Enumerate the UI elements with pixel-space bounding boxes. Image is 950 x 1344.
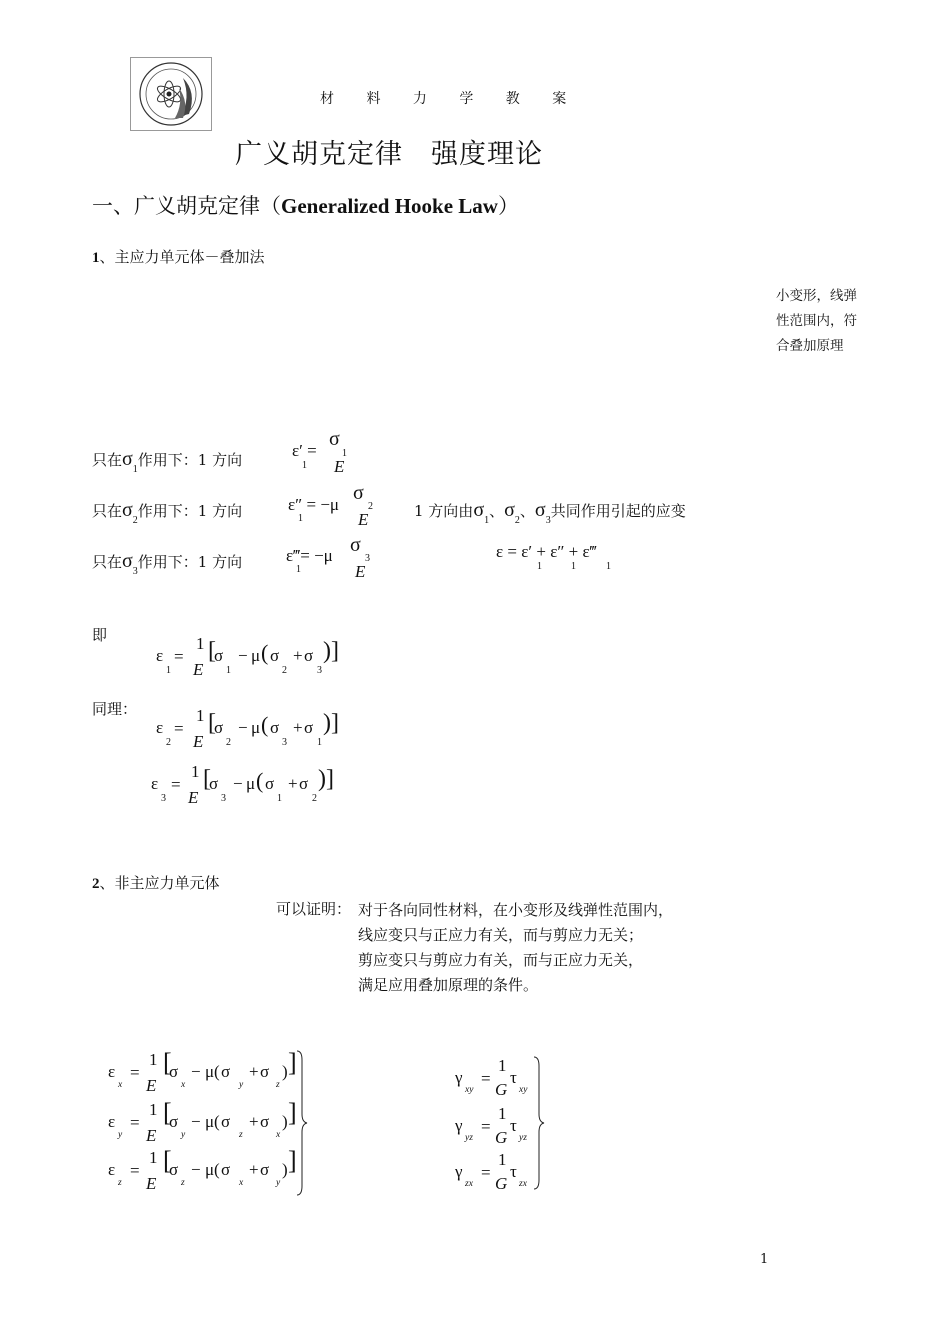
sigma-index: 2 bbox=[226, 737, 231, 748]
epsilon-index: 1 bbox=[166, 665, 171, 676]
epsilon-index: 2 bbox=[166, 737, 171, 748]
prime-mark: ″ bbox=[295, 495, 303, 514]
gamma-symbol: γ bbox=[455, 1068, 463, 1087]
course-header: 材 料 力 学 教 案 bbox=[320, 91, 581, 107]
section-heading-hooke bbox=[92, 190, 519, 220]
left-paren: ( bbox=[214, 1112, 220, 1131]
sigma-symbol: σ bbox=[473, 499, 485, 521]
gamma-symbol: γ bbox=[455, 1116, 463, 1135]
denominator-E: E bbox=[355, 562, 366, 581]
epsilon-index: 1 bbox=[537, 561, 542, 572]
label-ji: 即 bbox=[92, 626, 108, 644]
plus-sign: + bbox=[568, 542, 579, 561]
tau-index: zx bbox=[519, 1179, 527, 1189]
close-bracket: )] bbox=[323, 710, 339, 736]
epsilon-symbol: ε bbox=[521, 542, 529, 561]
denominator-E: E bbox=[334, 457, 345, 476]
side-note bbox=[776, 284, 866, 359]
close-bracket: )] bbox=[318, 766, 334, 792]
left-bracket: [ bbox=[163, 1146, 172, 1175]
equals-sign: = bbox=[130, 1063, 140, 1082]
sigma-index: y bbox=[239, 1080, 244, 1090]
denominator-E: E bbox=[358, 510, 369, 529]
mu-symbol: μ bbox=[205, 1160, 215, 1179]
subsection-2-text: 、非主应力单元体 bbox=[99, 874, 220, 892]
sigma-index: 1 bbox=[132, 464, 138, 475]
numerator-sigma: σ bbox=[353, 482, 364, 504]
equals-sign: = bbox=[507, 542, 517, 561]
left-bracket: [ bbox=[163, 1098, 172, 1127]
school-logo bbox=[130, 57, 212, 131]
prime-mark: ″ bbox=[557, 542, 565, 561]
denominator-E: E bbox=[146, 1126, 157, 1145]
plus-sign: + bbox=[249, 1160, 259, 1179]
plus-sign: + bbox=[293, 718, 303, 737]
epsilon-symbol: ε bbox=[108, 1062, 116, 1081]
fraction-one: 1 bbox=[196, 706, 205, 725]
sigma-index: 2 bbox=[312, 793, 317, 804]
proof-line: 剪应变只与剪应力有关，而与正应力无关， bbox=[358, 951, 644, 969]
school-emblem-icon bbox=[131, 58, 211, 130]
sigma-index: 2 bbox=[514, 515, 520, 526]
proof-line: 满足应用叠加原理的条件。 bbox=[358, 976, 539, 994]
left-paren: ( bbox=[261, 640, 269, 665]
left-paren: ( bbox=[214, 1062, 220, 1081]
epsilon-index: 1 bbox=[606, 561, 611, 572]
only-post: 作用下：1 方向 bbox=[137, 451, 243, 469]
sigma-symbol: σ bbox=[260, 1062, 270, 1081]
neg-mu: −μ bbox=[320, 495, 340, 514]
epsilon-symbol: ε bbox=[156, 718, 164, 737]
equals-sign: = bbox=[130, 1113, 140, 1132]
minus-sign: − bbox=[238, 646, 248, 665]
prime-mark: ′ bbox=[299, 441, 303, 460]
combined-post: 共同作用引起的应变 bbox=[550, 502, 686, 520]
epsilon-symbol: ε bbox=[108, 1112, 116, 1131]
sigma-symbol: σ bbox=[209, 774, 219, 793]
sigma-symbol: σ bbox=[534, 499, 546, 521]
equals-sign: = bbox=[300, 546, 310, 565]
equals-sign: = bbox=[481, 1069, 491, 1088]
fraction-one: 1 bbox=[196, 634, 205, 653]
plus-sign: + bbox=[249, 1062, 259, 1081]
fraction-one: 1 bbox=[191, 762, 200, 781]
side-note-line: 合叠加原理 bbox=[776, 338, 844, 354]
left-paren: ( bbox=[261, 712, 269, 737]
sigma-index: 2 bbox=[282, 665, 287, 676]
right-bracket: ] bbox=[288, 1146, 297, 1175]
right-paren: ) bbox=[282, 1062, 288, 1081]
right-paren: ) bbox=[282, 1160, 288, 1179]
epsilon-symbol: ε bbox=[550, 542, 558, 561]
only-sigma2-label bbox=[92, 499, 243, 526]
left-bracket: [ bbox=[208, 638, 216, 664]
epsilon-index: 1 bbox=[571, 561, 576, 572]
only-pre: 只在 bbox=[92, 502, 123, 520]
sigma-symbol: σ bbox=[504, 499, 515, 521]
left-paren: ( bbox=[256, 768, 264, 793]
left-bracket: [ bbox=[208, 710, 216, 736]
denominator-E: E bbox=[193, 660, 204, 679]
sigma-index: z bbox=[239, 1130, 243, 1140]
prime-mark: ‴ bbox=[293, 546, 301, 565]
equals-sign: = bbox=[171, 775, 181, 794]
sigma-symbol: σ bbox=[299, 774, 309, 793]
tau-index: yz bbox=[519, 1133, 527, 1143]
gamma-symbol: γ bbox=[455, 1162, 463, 1181]
label-tongli: 同理： bbox=[92, 700, 138, 718]
sigma-index: 3 bbox=[221, 793, 226, 804]
tau-index: xy bbox=[519, 1085, 528, 1095]
sigma-index: z bbox=[181, 1178, 185, 1188]
minus-sign: − bbox=[191, 1112, 201, 1131]
epsilon-index: 1 bbox=[302, 460, 307, 471]
sigma-symbol: σ bbox=[214, 718, 224, 737]
separator: 、 bbox=[489, 502, 505, 520]
epsilon-symbol: ε bbox=[151, 774, 159, 793]
sigma-symbol: σ bbox=[304, 718, 314, 737]
equals-sign: = bbox=[481, 1117, 491, 1136]
mu-symbol: μ bbox=[246, 774, 256, 793]
denominator-E: E bbox=[193, 732, 204, 751]
prime-mark: ‴ bbox=[589, 542, 597, 561]
sigma-index: y bbox=[181, 1130, 186, 1140]
epsilon-index: 1 bbox=[298, 513, 303, 524]
numerator-index: 3 bbox=[365, 553, 370, 564]
epsilon-index: z bbox=[118, 1178, 122, 1188]
epsilon-symbol: ε bbox=[288, 495, 296, 514]
denominator-E: E bbox=[188, 788, 199, 807]
plus-sign: + bbox=[293, 646, 303, 665]
mu-symbol: μ bbox=[251, 646, 261, 665]
epsilon-index: 3 bbox=[161, 793, 166, 804]
sigma-symbol: σ bbox=[122, 448, 133, 470]
epsilon-tprime-lhs bbox=[286, 546, 333, 566]
equals-sign: = bbox=[306, 495, 317, 514]
epsilon-symbol: ε bbox=[292, 441, 300, 460]
denominator-G: G bbox=[495, 1174, 508, 1193]
separator: 、 bbox=[519, 502, 535, 520]
only-sigma1-label bbox=[92, 448, 243, 475]
subsection-2-num: 2 bbox=[92, 876, 100, 892]
sigma-index: x bbox=[239, 1178, 244, 1188]
epsilon-symbol: ε bbox=[496, 542, 504, 561]
sigma-symbol: σ bbox=[169, 1062, 179, 1081]
denominator-G: G bbox=[495, 1080, 508, 1099]
gamma-index: xy bbox=[465, 1085, 474, 1095]
sigma-symbol: σ bbox=[214, 646, 224, 665]
page-title: 广义胡克定律 强度理论 bbox=[235, 139, 543, 170]
right-brace-icon bbox=[533, 1056, 545, 1190]
only-pre: 只在 bbox=[92, 553, 123, 571]
fraction-one: 1 bbox=[498, 1056, 507, 1075]
subsection-1-text: 、主应力单元体－叠加法 bbox=[99, 248, 265, 266]
equals-sign: = bbox=[130, 1161, 140, 1180]
sigma-symbol: σ bbox=[221, 1160, 231, 1179]
right-brace-icon bbox=[296, 1050, 308, 1196]
mu-symbol: μ bbox=[205, 1112, 215, 1131]
epsilon-symbol: ε bbox=[582, 542, 590, 561]
close-bracket: )] bbox=[323, 638, 339, 664]
page-number: 1 bbox=[760, 1252, 769, 1267]
mu-symbol: μ bbox=[251, 718, 261, 737]
normal-strain-equations bbox=[108, 1046, 308, 1196]
right-paren: ) bbox=[282, 1112, 288, 1131]
minus-sign: − bbox=[238, 718, 248, 737]
fraction-one: 1 bbox=[498, 1104, 507, 1123]
sigma-index: 3 bbox=[132, 566, 138, 577]
sigma-symbol: σ bbox=[169, 1112, 179, 1131]
sigma-symbol: σ bbox=[270, 646, 280, 665]
sigma-symbol: σ bbox=[260, 1112, 270, 1131]
side-note-line: 小变形，线弹 bbox=[776, 288, 857, 304]
epsilon-dprime-lhs bbox=[288, 495, 339, 515]
sigma-symbol: σ bbox=[265, 774, 275, 793]
sigma-index: z bbox=[276, 1080, 280, 1090]
side-note-line: 性范围内，符 bbox=[776, 313, 857, 329]
gamma-index: zx bbox=[465, 1179, 473, 1189]
fraction-one: 1 bbox=[149, 1148, 158, 1167]
sigma-index: x bbox=[181, 1080, 186, 1090]
neg-mu: −μ bbox=[314, 546, 333, 565]
minus-sign: − bbox=[191, 1062, 201, 1081]
plus-sign: + bbox=[288, 774, 298, 793]
fraction-one: 1 bbox=[498, 1150, 507, 1169]
mu-symbol: μ bbox=[205, 1062, 215, 1081]
epsilon-prime-lhs bbox=[292, 441, 317, 461]
combined-strain-label bbox=[414, 499, 686, 526]
numerator-sigma: σ bbox=[350, 534, 361, 556]
epsilon-index: y bbox=[118, 1130, 123, 1140]
section-suffix: ） bbox=[497, 194, 519, 218]
epsilon-symbol: ε bbox=[286, 546, 294, 565]
fraction-one: 1 bbox=[149, 1100, 158, 1119]
minus-sign: − bbox=[191, 1160, 201, 1179]
tau-symbol: τ bbox=[510, 1116, 517, 1135]
epsilon-index: x bbox=[118, 1080, 123, 1090]
left-bracket: [ bbox=[163, 1048, 172, 1077]
tau-symbol: τ bbox=[510, 1068, 517, 1087]
fraction-one: 1 bbox=[149, 1050, 158, 1069]
proof-lead: 可以证明： bbox=[276, 900, 352, 918]
left-bracket: [ bbox=[203, 766, 211, 792]
shear-strain-equations bbox=[455, 1054, 555, 1192]
sigma-index: 3 bbox=[545, 515, 551, 526]
equals-sign: = bbox=[307, 441, 317, 460]
denominator-E: E bbox=[146, 1076, 157, 1095]
only-pre: 只在 bbox=[92, 451, 123, 469]
sigma-symbol: σ bbox=[122, 550, 133, 572]
sigma-symbol: σ bbox=[260, 1160, 270, 1179]
sigma-symbol: σ bbox=[221, 1112, 231, 1131]
section-en: Generalized Hooke Law bbox=[281, 194, 498, 218]
sigma-symbol: σ bbox=[221, 1062, 231, 1081]
prime-mark: ′ bbox=[528, 542, 533, 561]
numerator-sigma: σ bbox=[329, 428, 340, 450]
minus-sign: − bbox=[233, 774, 243, 793]
numerator-index: 1 bbox=[342, 448, 347, 459]
gamma-index: yz bbox=[465, 1133, 473, 1143]
combined-pre: 1 方向由 bbox=[414, 502, 474, 520]
subsection-1-heading bbox=[92, 246, 265, 267]
sigma-index: x bbox=[276, 1130, 281, 1140]
only-sigma3-label bbox=[92, 550, 243, 577]
sigma-symbol: σ bbox=[304, 646, 314, 665]
right-bracket: ] bbox=[288, 1048, 297, 1077]
sigma-index: 1 bbox=[317, 737, 322, 748]
sigma-symbol: σ bbox=[270, 718, 280, 737]
proof-lines bbox=[358, 898, 673, 998]
equals-sign: = bbox=[481, 1163, 491, 1182]
right-bracket: ] bbox=[288, 1098, 297, 1127]
numerator-index: 2 bbox=[368, 501, 373, 512]
sigma-symbol: σ bbox=[122, 499, 133, 521]
left-paren: ( bbox=[214, 1160, 220, 1179]
only-post: 作用下：1 方向 bbox=[137, 502, 243, 520]
subsection-2-heading bbox=[92, 872, 220, 893]
denominator-E: E bbox=[146, 1174, 157, 1193]
plus-sign: + bbox=[249, 1112, 259, 1131]
sigma-index: 3 bbox=[282, 737, 287, 748]
proof-line: 线应变只与正应力有关，而与剪应力无关； bbox=[358, 926, 644, 944]
epsilon-index: 1 bbox=[296, 564, 301, 575]
only-post: 作用下：1 方向 bbox=[137, 553, 243, 571]
equals-sign: = bbox=[174, 647, 184, 666]
epsilon-symbol: ε bbox=[156, 646, 164, 665]
sigma-symbol: σ bbox=[169, 1160, 179, 1179]
plus-sign: + bbox=[536, 542, 546, 561]
sigma-index: 3 bbox=[317, 665, 322, 676]
epsilon-sum-equation bbox=[496, 542, 597, 562]
sigma-index: y bbox=[276, 1178, 281, 1188]
subsection-1-num: 1 bbox=[92, 250, 100, 266]
denominator-G: G bbox=[495, 1128, 508, 1147]
sigma-index: 2 bbox=[132, 515, 138, 526]
epsilon-symbol: ε bbox=[108, 1160, 116, 1179]
proof-line: 对于各向同性材料，在小变形及线弹性范围内， bbox=[358, 901, 674, 919]
sigma-index: 1 bbox=[226, 665, 231, 676]
tau-symbol: τ bbox=[510, 1162, 517, 1181]
sigma-index: 1 bbox=[484, 515, 490, 526]
section-prefix: 一、广义胡克定律（ bbox=[92, 194, 281, 218]
equals-sign: = bbox=[174, 719, 184, 738]
sigma-index: 1 bbox=[277, 793, 282, 804]
